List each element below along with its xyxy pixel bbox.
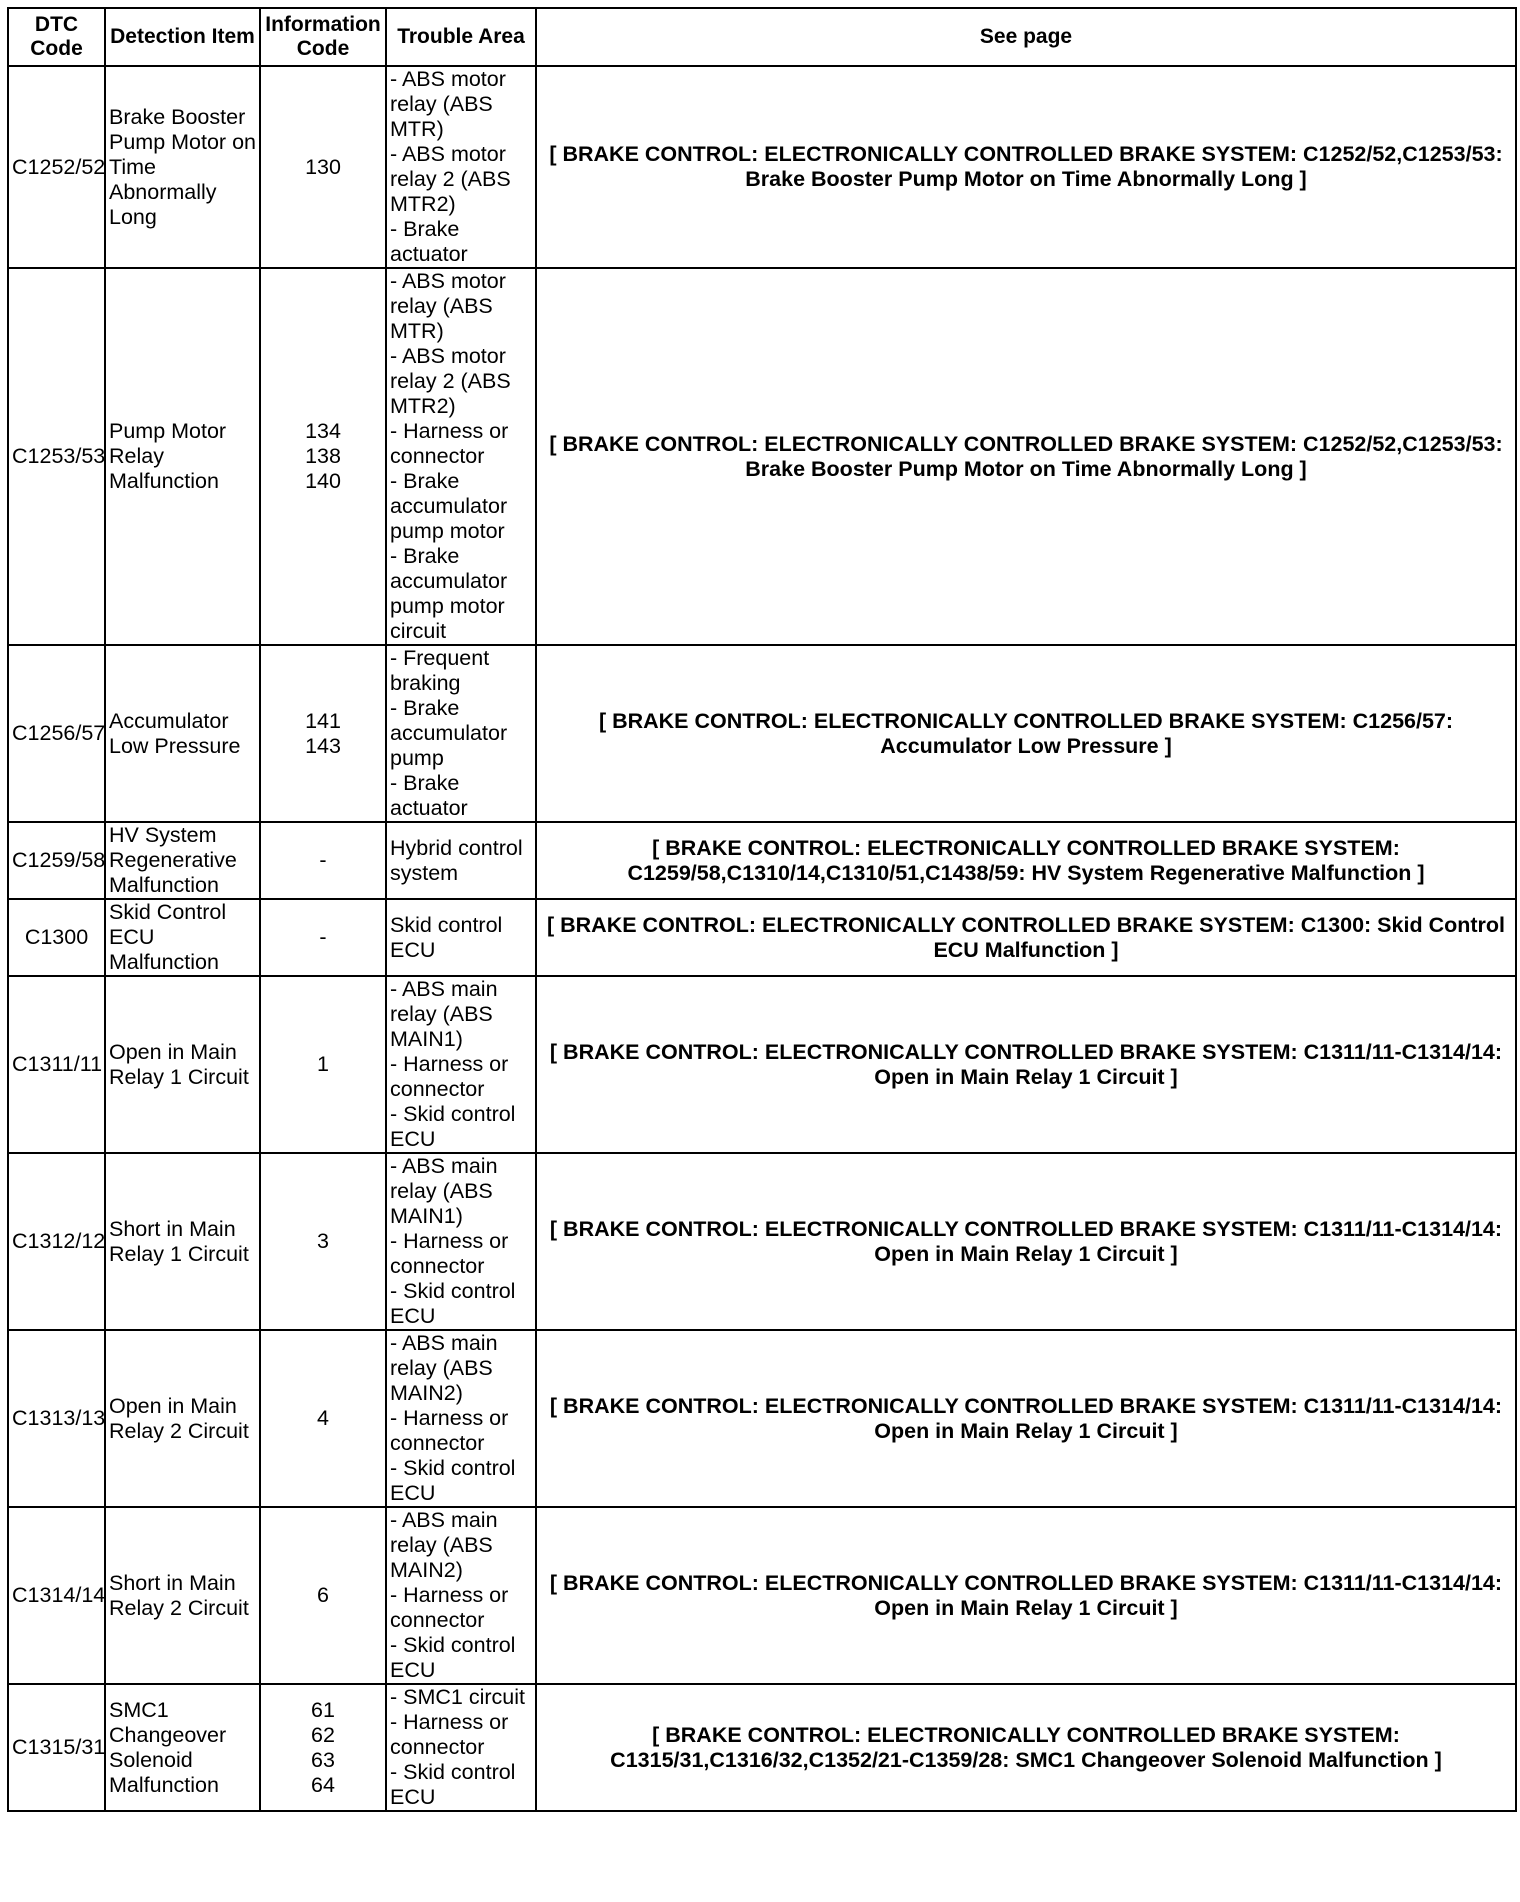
trouble-area-line: pump: [390, 746, 444, 770]
information-code-line: 3: [317, 1229, 329, 1253]
trouble-area-line: relay (ABS: [390, 1356, 493, 1380]
trouble-area-line: actuator: [390, 796, 468, 820]
trouble-area-line: connector: [390, 444, 485, 468]
information-code-line: 61: [311, 1697, 335, 1722]
trouble-area-line: - ABS main: [390, 1154, 498, 1178]
detection-item-line: Short in Main: [109, 1216, 236, 1241]
trouble-area-line: Hybrid control: [390, 835, 523, 860]
detection-item-line: Accumulator: [109, 708, 229, 733]
dtc-code-cell: C1314/14: [8, 1507, 105, 1684]
information-code-cell: [260, 1330, 386, 1507]
table-row: [8, 1684, 1516, 1811]
information-code-cell: [260, 268, 386, 645]
see-page-link[interactable]: [536, 1330, 1516, 1507]
detection-item-line: Brake Booster: [109, 104, 246, 129]
detection-item-line: Relay: [109, 444, 164, 468]
trouble-area-line: ECU: [390, 1481, 436, 1505]
information-code-line: 62: [311, 1722, 335, 1747]
detection-item-line: Malfunction: [109, 469, 219, 493]
trouble-area-line: - Harness or: [390, 1229, 509, 1253]
information-code-line: -: [319, 848, 327, 872]
information-code-line: 140: [305, 469, 341, 493]
trouble-area-line: - ABS motor: [390, 344, 506, 368]
detection-item-line: Short in Main: [109, 1570, 236, 1595]
detection-item-cell: [105, 1153, 260, 1330]
information-code-cell: [260, 1507, 386, 1684]
trouble-area-line: relay (ABS: [390, 1179, 493, 1203]
trouble-area-line: ECU: [390, 1658, 436, 1682]
trouble-area-line: braking: [390, 671, 461, 695]
see-page-line: Brake Booster Pump Motor on Time Abnormally Long ]: [745, 456, 1307, 481]
trouble-area-line: - Skid control: [390, 1760, 516, 1784]
trouble-area-line: MAIN1): [390, 1204, 463, 1228]
detection-item-line: Malfunction: [109, 1772, 219, 1797]
detection-item-cell: [105, 1507, 260, 1684]
trouble-area-line: - SMC1 circuit: [390, 1685, 525, 1709]
header-row: [8, 8, 1516, 66]
see-page-line: [ BRAKE CONTROL: ELECTRONICALLY CONTROLLED BRAKE SYSTEM: C1252/52,C1253/53:: [549, 142, 1503, 166]
see-page-line: Open in Main Relay 1 Circuit ]: [874, 1064, 1178, 1089]
trouble-area-line: MAIN2): [390, 1558, 463, 1582]
detection-item-cell: [105, 645, 260, 822]
trouble-area-line: ECU: [390, 1304, 436, 1328]
see-page-link[interactable]: [536, 899, 1516, 976]
header-trouble-area: Trouble Area: [386, 8, 536, 66]
detection-item-line: ECU: [109, 925, 155, 949]
detection-item-line: Relay 1 Circuit: [109, 1064, 249, 1089]
table-row: [8, 66, 1516, 268]
header-detection-item: Detection Item: [105, 8, 260, 66]
detection-item-line: Solenoid: [109, 1747, 193, 1772]
trouble-area-line: relay (ABS: [390, 92, 493, 116]
see-page-link[interactable]: [536, 1507, 1516, 1684]
information-code-cell: [260, 976, 386, 1153]
trouble-area-line: - ABS motor: [390, 269, 506, 293]
see-page-line: [ BRAKE CONTROL: ELECTRONICALLY CONTROLLED BRAKE SYSTEM:: [652, 835, 1400, 860]
trouble-area-line: MTR): [390, 319, 444, 343]
trouble-area-cell: [386, 1330, 536, 1507]
dtc-table: [7, 7, 1517, 1812]
see-page-line: [ BRAKE CONTROL: ELECTRONICALLY CONTROLLED BRAKE SYSTEM: C1256/57:: [598, 708, 1454, 733]
dtc-code-cell: C1252/52: [8, 66, 105, 268]
trouble-area-line: accumulator: [390, 721, 508, 745]
trouble-area-cell: [386, 66, 536, 268]
detection-item-cell: [105, 268, 260, 645]
see-page-link[interactable]: [536, 1684, 1516, 1811]
detection-item-line: Relay 2 Circuit: [109, 1418, 249, 1443]
information-code-line: 4: [317, 1406, 329, 1430]
detection-item-line: Changeover: [109, 1722, 227, 1747]
trouble-area-line: relay (ABS: [390, 1533, 493, 1557]
trouble-area-cell: [386, 645, 536, 822]
see-page-line: C1315/31,C1316/32,C1352/21-C1359/28: SMC1 Changeover Solenoid Malfunction ]: [610, 1747, 1442, 1772]
trouble-area-line: - Harness or: [390, 1710, 509, 1734]
dtc-code-cell: C1315/31: [8, 1684, 105, 1811]
trouble-area-line: - ABS motor: [390, 142, 506, 166]
trouble-area-line: MAIN2): [390, 1381, 463, 1405]
detection-item-line: Time: [109, 154, 156, 179]
trouble-area-line: - Skid control: [390, 1456, 516, 1480]
see-page-link[interactable]: [536, 976, 1516, 1153]
trouble-area-line: - Harness or: [390, 1583, 509, 1607]
detection-item-cell: [105, 66, 260, 268]
detection-item-line: Open in Main: [109, 1393, 237, 1418]
information-code-cell: [260, 1153, 386, 1330]
see-page-line: Open in Main Relay 1 Circuit ]: [874, 1418, 1178, 1443]
detection-item-cell: [105, 1684, 260, 1811]
trouble-area-line: - Brake: [390, 469, 460, 493]
detection-item-line: Malfunction: [109, 873, 219, 897]
trouble-area-line: ECU: [390, 937, 436, 962]
trouble-area-line: Skid control: [390, 912, 503, 937]
table-row: [8, 976, 1516, 1153]
information-code-line: 141: [305, 708, 341, 733]
dtc-code-cell: C1256/57: [8, 645, 105, 822]
table-row: [8, 1330, 1516, 1507]
trouble-area-line: relay 2 (ABS: [390, 167, 511, 191]
see-page-line: Brake Booster Pump Motor on Time Abnormally Long ]: [745, 167, 1307, 191]
dtc-code-cell: C1311/11: [8, 976, 105, 1153]
information-code-cell: [260, 66, 386, 268]
detection-item-line: Abnormally: [109, 179, 217, 204]
trouble-area-line: - Brake: [390, 544, 460, 568]
trouble-area-line: - Skid control: [390, 1279, 516, 1303]
trouble-area-line: - ABS motor: [390, 67, 506, 91]
detection-item-cell: [105, 976, 260, 1153]
detection-item-line: Relay 2 Circuit: [109, 1595, 249, 1620]
detection-item-line: Pump Motor on: [109, 129, 256, 154]
information-code-cell: [260, 822, 386, 899]
see-page-link[interactable]: [536, 268, 1516, 645]
dtc-code-cell: C1313/13: [8, 1330, 105, 1507]
trouble-area-line: MTR2): [390, 192, 456, 216]
trouble-area-line: relay (ABS: [390, 294, 493, 318]
trouble-area-line: ECU: [390, 1127, 436, 1151]
trouble-area-line: connector: [390, 1608, 485, 1632]
trouble-area-cell: [386, 1684, 536, 1811]
trouble-area-line: - Skid control: [390, 1633, 516, 1657]
information-code-line: 143: [305, 733, 341, 758]
trouble-area-line: MTR): [390, 117, 444, 141]
see-page-line: [ BRAKE CONTROL: ELECTRONICALLY CONTROLLED BRAKE SYSTEM: C1311/11-C1314/14:: [549, 1216, 1503, 1241]
table-body: [8, 66, 1516, 1811]
detection-item-line: Low Pressure: [109, 733, 241, 758]
dtc-code-cell: C1300: [8, 899, 105, 976]
see-page-link[interactable]: [536, 1153, 1516, 1330]
trouble-area-line: - ABS main: [390, 1508, 498, 1532]
table-row: [8, 899, 1516, 976]
information-code-line: 138: [305, 444, 341, 468]
trouble-area-line: ECU: [390, 1785, 436, 1809]
trouble-area-line: connector: [390, 1077, 485, 1101]
detection-item-line: Skid Control: [109, 900, 227, 924]
table-row: [8, 1153, 1516, 1330]
trouble-area-line: - ABS main: [390, 977, 498, 1001]
see-page-line: [ BRAKE CONTROL: ELECTRONICALLY CONTROLLED BRAKE SYSTEM: C1311/11-C1314/14:: [549, 1039, 1503, 1064]
trouble-area-cell: [386, 899, 536, 976]
trouble-area-line: connector: [390, 1254, 485, 1278]
information-code-line: 130: [305, 154, 341, 179]
detection-item-line: Long: [109, 204, 157, 229]
detection-item-line: Pump Motor: [109, 419, 227, 443]
trouble-area-line: - Skid control: [390, 1102, 516, 1126]
table-row: [8, 822, 1516, 899]
trouble-area-line: pump motor: [390, 519, 505, 543]
detection-item-line: Regenerative: [109, 848, 237, 872]
see-page-line: [ BRAKE CONTROL: ELECTRONICALLY CONTROLLED BRAKE SYSTEM: C1311/11-C1314/14:: [549, 1393, 1503, 1418]
trouble-area-line: accumulator: [390, 569, 508, 593]
see-page-line: Open in Main Relay 1 Circuit ]: [874, 1241, 1178, 1266]
information-code-cell: [260, 899, 386, 976]
detection-item-line: Malfunction: [109, 950, 219, 974]
detection-item-line: Relay 1 Circuit: [109, 1241, 249, 1266]
detection-item-cell: [105, 822, 260, 899]
trouble-area-line: MTR2): [390, 394, 456, 418]
dtc-code-cell: C1259/58: [8, 822, 105, 899]
information-code-line: 64: [311, 1772, 335, 1797]
see-page-line: Accumulator Low Pressure ]: [880, 733, 1172, 758]
trouble-area-line: - Brake: [390, 771, 460, 795]
table-row: [8, 1507, 1516, 1684]
header-information-code: Information Code: [260, 8, 386, 66]
information-code-line: 134: [305, 419, 341, 443]
trouble-area-line: - ABS main: [390, 1331, 498, 1355]
trouble-area-line: actuator: [390, 242, 468, 266]
trouble-area-cell: [386, 1153, 536, 1330]
detection-item-line: HV System: [109, 823, 217, 847]
information-code-line: 63: [311, 1747, 335, 1772]
trouble-area-line: system: [390, 860, 459, 885]
detection-item-cell: [105, 899, 260, 976]
see-page-line: [ BRAKE CONTROL: ELECTRONICALLY CONTROLLED BRAKE SYSTEM: C1300: Skid Control: [547, 912, 1505, 937]
trouble-area-line: circuit: [390, 619, 447, 643]
see-page-link[interactable]: [536, 66, 1516, 268]
trouble-area-line: relay 2 (ABS: [390, 369, 511, 393]
trouble-area-line: relay (ABS: [390, 1002, 493, 1026]
information-code-line: 1: [317, 1052, 329, 1076]
trouble-area-line: - Brake: [390, 696, 460, 720]
information-code-line: 6: [317, 1583, 329, 1607]
information-code-line: -: [319, 925, 327, 949]
trouble-area-line: - Frequent: [390, 646, 490, 670]
dtc-code-cell: C1253/53: [8, 268, 105, 645]
detection-item-line: SMC1: [109, 1697, 169, 1722]
trouble-area-line: - Harness or: [390, 419, 509, 443]
table-row: [8, 645, 1516, 822]
trouble-area-cell: [386, 976, 536, 1153]
detection-item-line: Open in Main: [109, 1039, 237, 1064]
trouble-area-line: accumulator: [390, 494, 508, 518]
trouble-area-line: - Brake: [390, 217, 460, 241]
trouble-area-cell: [386, 822, 536, 899]
trouble-area-cell: [386, 268, 536, 645]
see-page-line: Open in Main Relay 1 Circuit ]: [874, 1595, 1178, 1620]
trouble-area-cell: [386, 1507, 536, 1684]
trouble-area-line: - Harness or: [390, 1406, 509, 1430]
detection-item-cell: [105, 1330, 260, 1507]
dtc-code-cell: C1312/12: [8, 1153, 105, 1330]
trouble-area-line: connector: [390, 1431, 485, 1455]
header-dtc-code: DTC Code: [8, 8, 105, 66]
see-page-link[interactable]: [536, 645, 1516, 822]
information-code-cell: [260, 1684, 386, 1811]
see-page-line: [ BRAKE CONTROL: ELECTRONICALLY CONTROLLED BRAKE SYSTEM: C1252/52,C1253/53:: [549, 431, 1503, 456]
see-page-line: [ BRAKE CONTROL: ELECTRONICALLY CONTROLLED BRAKE SYSTEM: C1311/11-C1314/14:: [549, 1570, 1503, 1595]
see-page-line: ECU Malfunction ]: [933, 937, 1119, 962]
information-code-cell: [260, 645, 386, 822]
see-page-line: [ BRAKE CONTROL: ELECTRONICALLY CONTROLLED BRAKE SYSTEM:: [652, 1722, 1400, 1747]
trouble-area-line: MAIN1): [390, 1027, 463, 1051]
trouble-area-line: - Harness or: [390, 1052, 509, 1076]
table-row: [8, 268, 1516, 645]
see-page-line: C1259/58,C1310/14,C1310/51,C1438/59: HV System Regenerative Malfunction ]: [627, 860, 1425, 885]
trouble-area-line: pump motor: [390, 594, 505, 618]
trouble-area-line: connector: [390, 1735, 485, 1759]
header-see-page: See page: [536, 8, 1516, 66]
see-page-link[interactable]: [536, 822, 1516, 899]
